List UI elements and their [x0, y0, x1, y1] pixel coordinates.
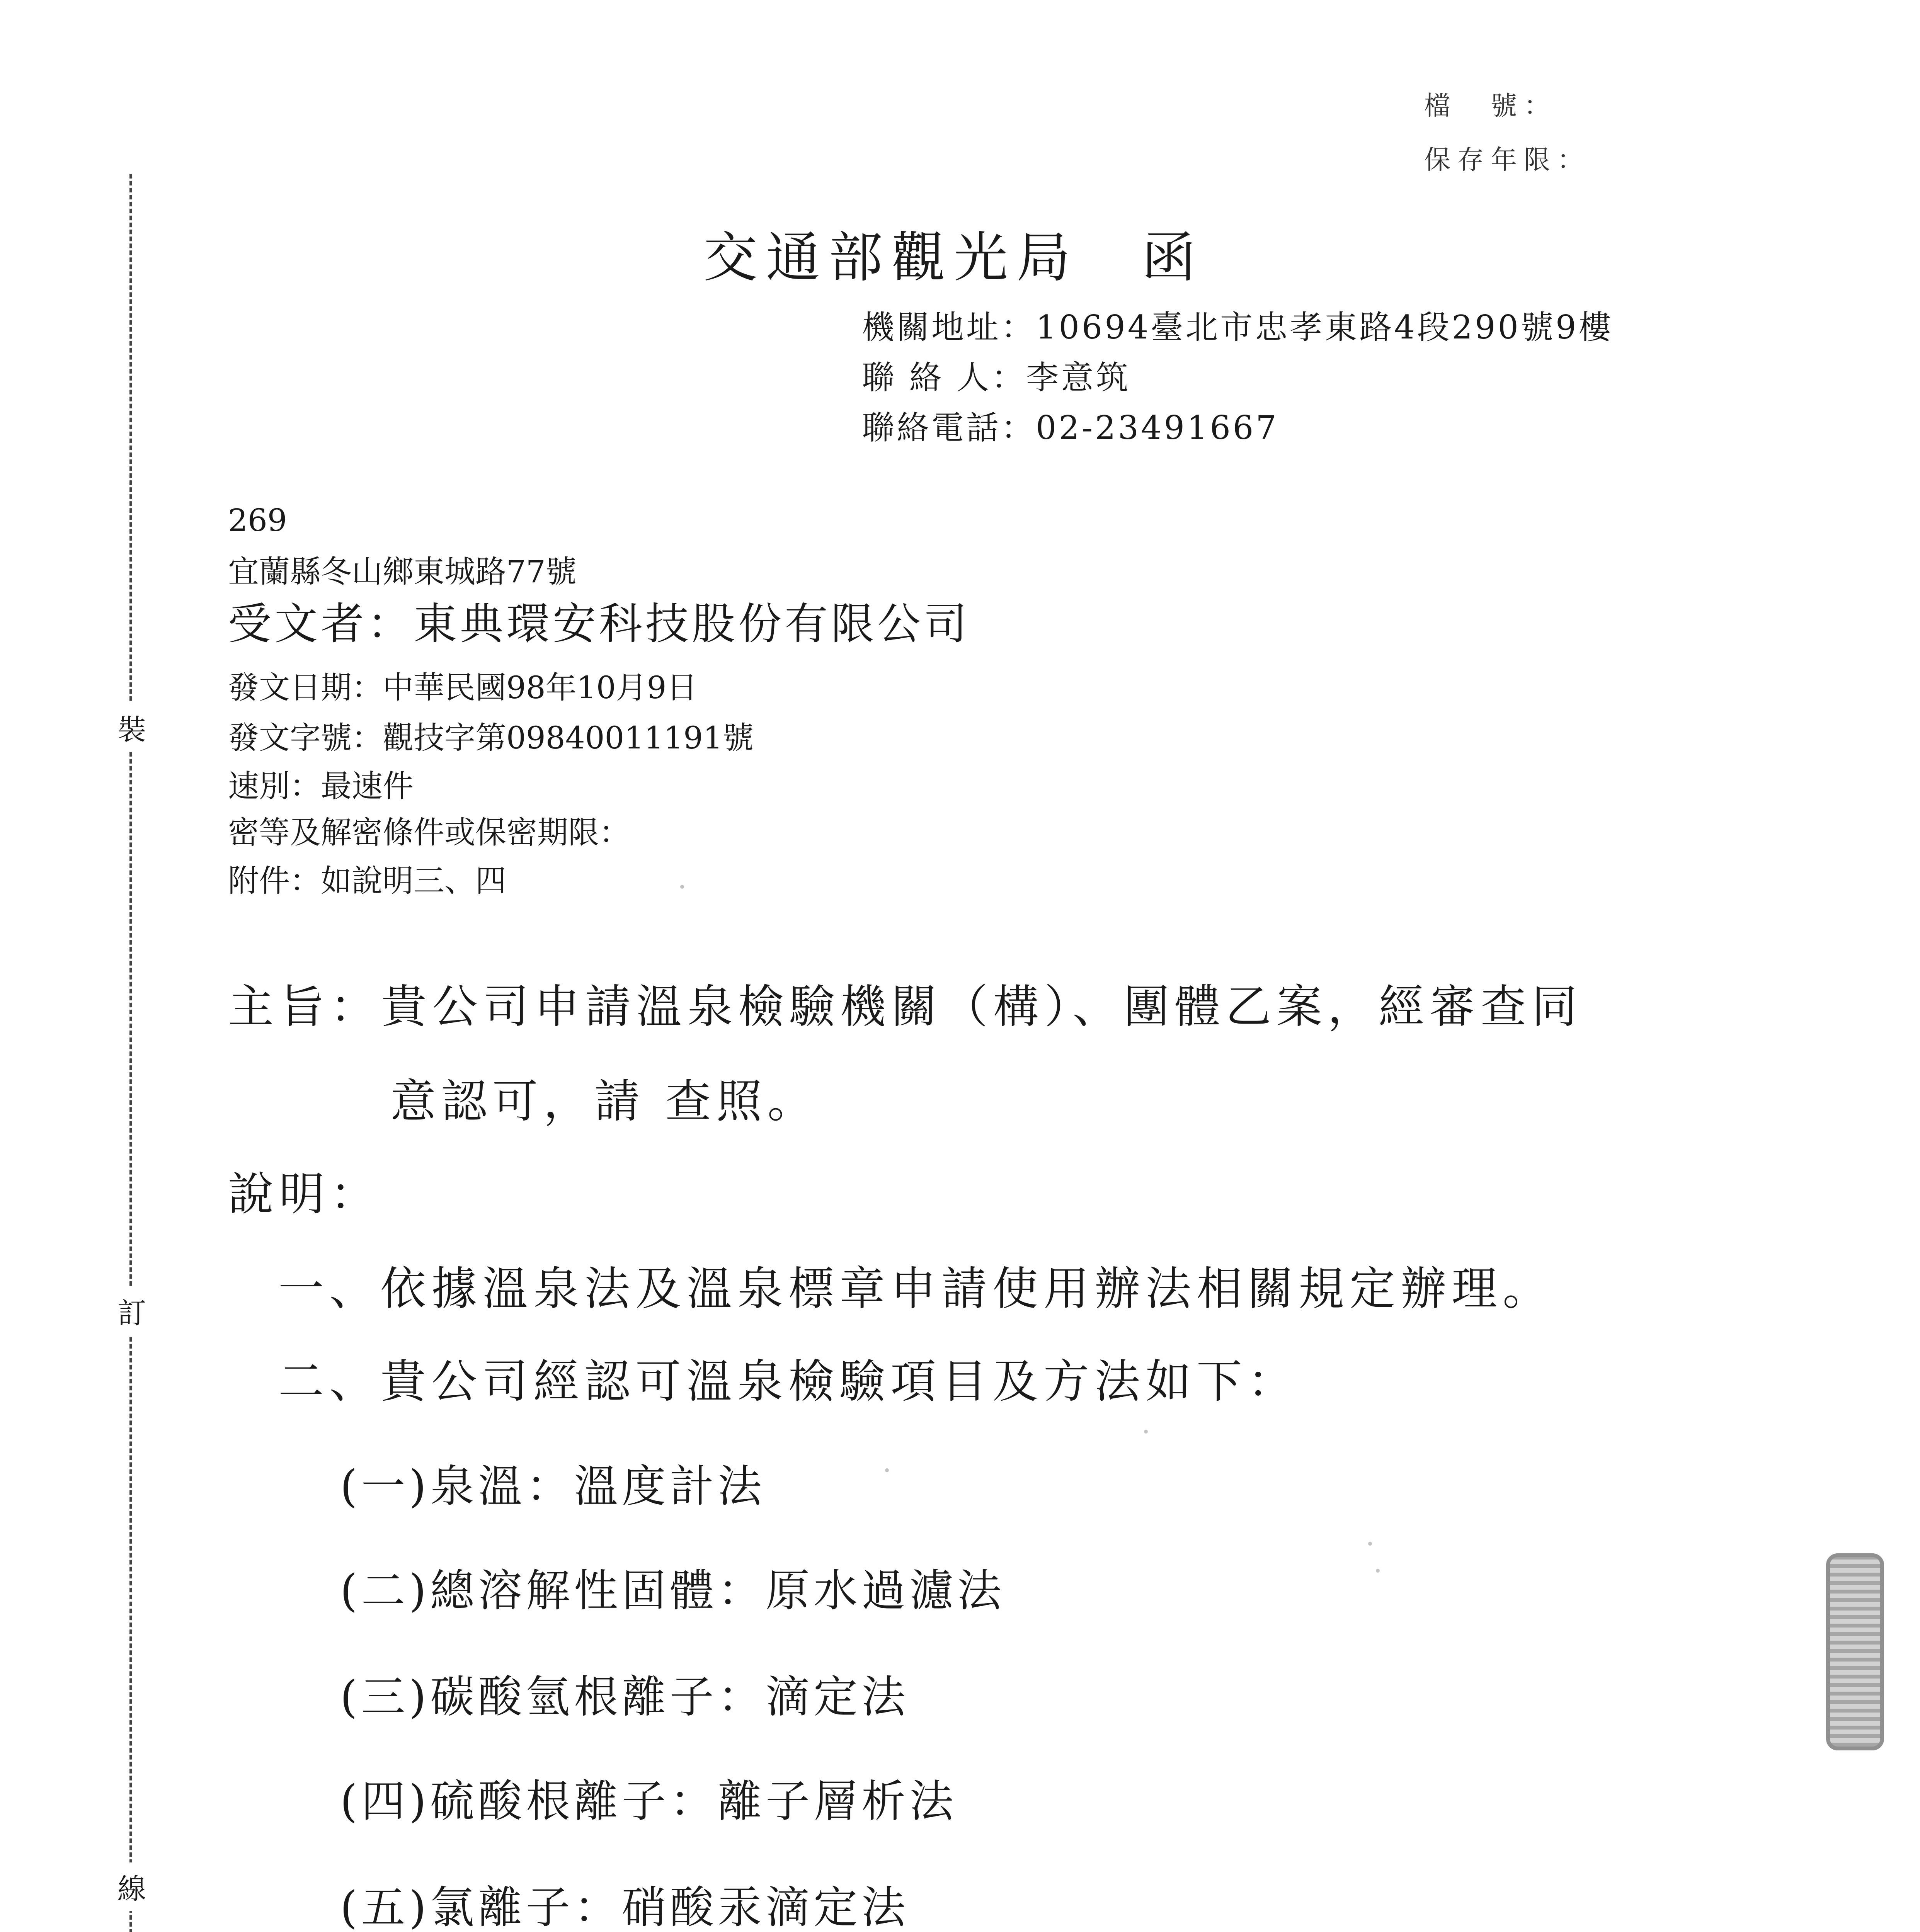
explanation-point-1: 一、依據溫泉法及溫泉標章申請使用辦法相關規定辦理。 — [278, 1262, 1554, 1315]
recipient-name: 受文者：東典環安科技股份有限公司 — [228, 599, 970, 649]
document-title: 交通部觀光局 函 — [703, 226, 1205, 289]
file-number-label: 檔 號： — [1424, 91, 1557, 121]
scan-speck — [680, 885, 684, 889]
document-number: 發文字號：觀技字第09840011191號 — [228, 720, 754, 756]
sender-address: 機關地址：10694臺北市忠孝東路4段290號9樓 — [862, 308, 1614, 346]
method-item: (一)泉溫：溫度計法 — [340, 1461, 766, 1512]
recipient-address: 宜蘭縣冬山鄉東城路77號 — [228, 554, 577, 590]
issue-date: 發文日期：中華民國98年10月9日 — [228, 670, 698, 706]
delivery-speed: 速別：最速件 — [228, 768, 414, 804]
method-item: (四)硫酸根離子：離子層析法 — [340, 1776, 957, 1827]
method-item: (三)碳酸氫根離子：滴定法 — [340, 1671, 909, 1723]
subject-line-1: 主旨：貴公司申請溫泉檢驗機關（構）、團體乙案，經審查同 — [228, 980, 1583, 1033]
binding-mark-ding: 訂 — [116, 1287, 148, 1335]
secrecy-level: 密等及解密條件或保密期限： — [228, 815, 630, 850]
method-item: (五)氯離子：硝酸汞滴定法 — [340, 1882, 909, 1932]
sender-contact: 聯 絡 人：李意筑 — [862, 359, 1131, 396]
scan-speck — [1368, 1542, 1372, 1546]
scan-speck — [1144, 1430, 1148, 1434]
retention-label: 保存年限： — [1424, 145, 1591, 175]
binding-mark-xian: 線 — [116, 1862, 148, 1911]
official-seal-stamp — [1826, 1553, 1884, 1750]
binding-mark-zhuang: 裝 — [116, 703, 148, 752]
subject-line-2: 意認可，請 查照。 — [390, 1075, 819, 1128]
recipient-zip: 269 — [228, 502, 287, 538]
explanation-point-2: 二、貴公司經認可溫泉檢驗項目及方法如下： — [278, 1355, 1299, 1408]
binding-line — [129, 174, 132, 1932]
attachment: 附件：如說明三、四 — [228, 863, 506, 899]
method-item: (二)總溶解性固體：原水過濾法 — [340, 1565, 1005, 1616]
sender-phone: 聯絡電話：02-23491667 — [862, 409, 1279, 447]
scan-speck — [885, 1468, 889, 1472]
explanation-label: 說明： — [228, 1167, 381, 1221]
scan-speck — [1376, 1569, 1380, 1573]
